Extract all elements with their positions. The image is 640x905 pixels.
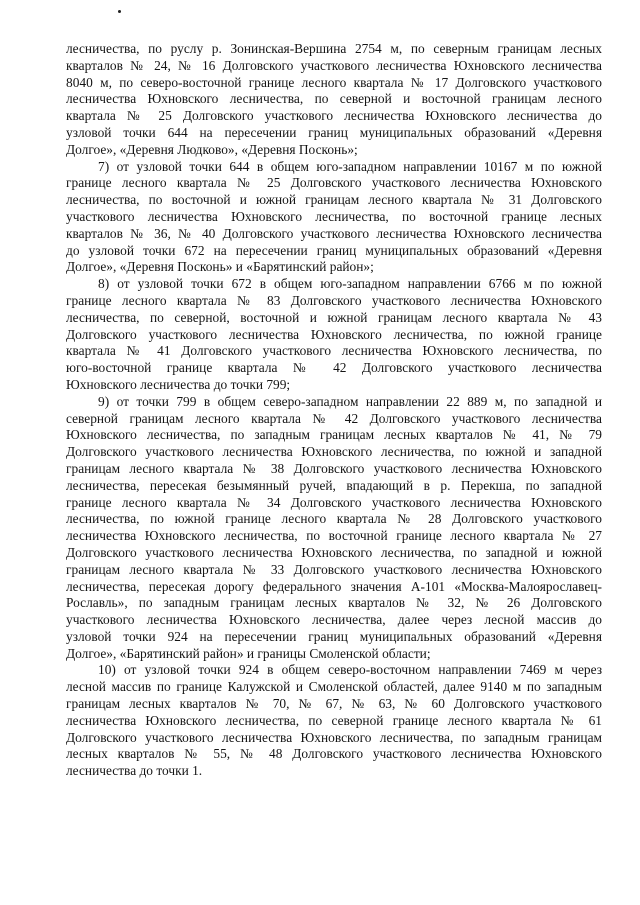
text-line: лесничества Юхновского лесничества, по северной и восточной границам лесного (66, 91, 602, 107)
text-line: Юхновского лесничества, по западным границам лесных кварталов № 41, № 79 (66, 427, 602, 443)
text-line: границам лесного квартала № 33 Долговского участкового лесничества Юхновского (66, 561, 602, 577)
text-line: лесничества, по руслу р. Зонинская-Вершина 2754 м, по северным границам лесных (66, 41, 602, 56)
text-line: лесничества, пересекая безымянный ручей, впадающий в р. Перекша, по западной (66, 477, 602, 493)
text-line: Долговского участкового лесничества Юхновского лесничества, по западной и южной (66, 544, 602, 560)
text-line: Долговского участкового лесничества Юхновского лесничества, по западным границам (66, 729, 602, 745)
text-line: узловой точки 644 на пересечении границ муниципальных образований «Деревня (66, 124, 602, 140)
text-line: лесных кварталов № 55, № 48 Долговского участкового лесничества Юхновского (66, 746, 602, 762)
text-line: границе лесного квартала № 25 Долговского участкового лесничества Юхновского (66, 175, 602, 191)
paragraph-start-line: 8) от узловой точки 672 в общем юго-западном направлении 6766 м по южной (98, 276, 602, 292)
text-line: границе лесного квартала № 34 Долговского участкового лесничества Юхновского (66, 494, 602, 510)
text-line: Долговского участкового лесничества Юхновского лесничества, по южной и западной (66, 444, 602, 460)
text-line: юго-восточной границе квартала № 42 Долговского участкового лесничества (66, 360, 602, 376)
text-line: Долгое», «Деревня Людково», «Деревня Посконь»; (66, 141, 358, 157)
text-line: лесничества, по северной, восточной и южной границам лесного квартала № 43 (66, 309, 602, 325)
document-body (66, 41, 602, 780)
text-line: Юхновского лесничества до точки 799; (66, 376, 291, 392)
text-line: лесничества, пересекая дорогу федерального значения А-101 «Москва-Малоярославец- (66, 578, 602, 594)
text-line: лесной массив по границе Калужской и Смоленской областей, далее 9140 м по западным (66, 679, 602, 695)
paragraph-start-line: 7) от узловой точки 644 в общем юго-западном направлении 10167 м по южной (98, 158, 602, 174)
text-line: кварталов № 24, № 16 Долговского участкового лесничества Юхновского лесничества (66, 57, 602, 73)
text-line: участкового лесничества Юхновского лесничества, по восточной границе лесных (66, 208, 602, 224)
text-line: 8040 м, по северо-восточной границе лесного квартала № 17 Долговского участкового (66, 74, 602, 90)
text-line: границам лесных кварталов № 70, № 67, № 63, № 60 Долговского участкового (66, 696, 602, 712)
text-line: лесничества, по южной границе лесного квартала № 28 Долговского участкового (66, 511, 602, 527)
text-line: Долгое», «Барятинский район» и границы Смоленской области; (66, 645, 431, 661)
text-line: лесничества Юхновского лесничества, по восточной границе лесного квартала № 27 (66, 528, 602, 544)
text-line: лесничества, по восточной и южной границам лесного квартала № 31 Долговского (66, 192, 602, 208)
scan-speck (118, 10, 121, 13)
text-line: квартала № 25 Долговского участкового лесничества Юхновского лесничества до (66, 108, 602, 124)
text-line: квартала № 41 Долговского участкового лесничества Юхновского лесничества, по (66, 343, 602, 359)
text-line: до узловой точки 672 на пересечении границ муниципальных образований «Деревня (66, 242, 602, 258)
text-line: границам лесного квартала № 38 Долговского участкового лесничества Юхновского (66, 460, 602, 476)
text-line: границе лесного квартала № 83 Долговского участкового лесничества Юхновского (66, 292, 602, 308)
text-line: лесничества Юхновского лесничества, по северной границе лесного квартала № 61 (66, 712, 602, 728)
text-line: участкового лесничества Юхновского лесничества, далее через лесной массив до (66, 612, 602, 628)
text-line: кварталов № 36, № 40 Долговского участкового лесничества Юхновского лесничества (66, 225, 602, 241)
paragraph-start-line: 9) от точки 799 в общем северо-западном направлении 22 889 м, по западной и (98, 393, 602, 409)
text-line: Рославль», по западным границам лесных кварталов № 32, № 26 Долговского (66, 595, 602, 611)
text-line: северной границам лесного квартала № 42 Долговского участкового лесничества (66, 410, 602, 426)
text-line: узловой точки 924 на пересечении границ муниципальных образований «Деревня (66, 628, 602, 644)
text-line: Долговского участкового лесничества Юхновского лесничества, по южной границе (66, 326, 602, 342)
paragraph-start-line: 10) от узловой точки 924 в общем северо-восточном направлении 7469 м через (98, 662, 602, 678)
text-line: лесничества до точки 1. (66, 763, 203, 779)
text-line: Долгое», «Деревня Посконь» и «Барятинский район»; (66, 259, 374, 275)
